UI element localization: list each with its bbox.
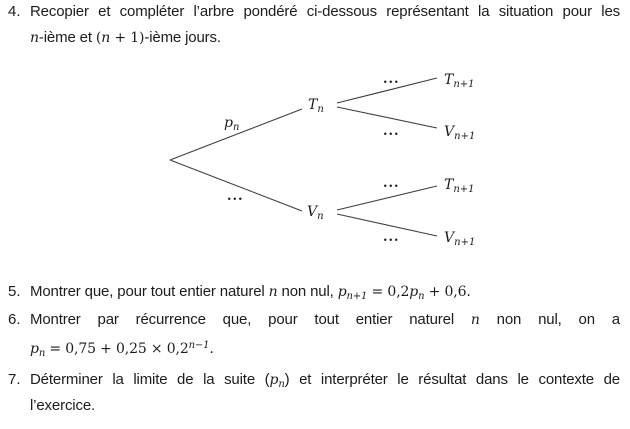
question-text [30, 367, 620, 419]
math-subscript: n+1 [346, 291, 368, 302]
math-segment: n [470, 312, 480, 328]
tree-edge-placeholder-dots: ... [227, 189, 244, 204]
question-text [30, 0, 620, 51]
math-segment: + 1) [110, 30, 145, 46]
tree-edge-placeholder-dots: ... [383, 176, 400, 191]
text-segment: non nul, [277, 283, 338, 300]
tree-node-label: $V_{n+1}$ [444, 124, 476, 142]
text-segment: Recopier et compléter l’arbre pondéré ci-dessous représentant la situation pour les [30, 3, 620, 20]
question-number: 5. [8, 283, 21, 300]
math-segment: n [30, 30, 39, 46]
text-line [30, 307, 620, 333]
question-number: 6. [8, 311, 21, 328]
math-segment: + 0,6. [424, 284, 471, 300]
math-subscript: n [418, 291, 425, 302]
text-line [30, 393, 620, 419]
question-item-5 [8, 279, 620, 305]
tree-node-label: $T_{n+1}$ [444, 177, 475, 195]
text-segment: l’exercice. [30, 397, 96, 414]
text-segment: Déterminer la limite de la suite ( [30, 371, 270, 388]
tree-edge-placeholder-dots: ... [383, 72, 400, 87]
text-line [30, 25, 620, 51]
tree-node-label: $V_n$ [307, 204, 324, 222]
tree-edge-placeholder-dots: ... [383, 230, 400, 245]
math-subscript: n [278, 379, 285, 390]
text-segment: non nul, on a [479, 311, 620, 328]
math-segment: = 0,2 [367, 284, 410, 300]
tree-node-label: $T_{n+1}$ [444, 72, 475, 90]
tree-node-label: $V_{n+1}$ [444, 230, 476, 248]
math-segment: ( [95, 30, 102, 46]
math-superscript: n−1 [188, 340, 210, 351]
text-line [30, 279, 620, 305]
text-line [30, 333, 620, 359]
math-segment: p [409, 284, 419, 300]
math-segment: = 0,75 + 0,25 × 0,2 [45, 341, 189, 357]
question-item-7 [8, 367, 620, 419]
math-subscript: n [38, 348, 46, 359]
math-segment: p [269, 372, 279, 388]
text-line [30, 367, 620, 393]
question-item-4 [8, 0, 620, 51]
text-segment: -ième et [38, 29, 96, 46]
text-segment: ) et interpréter le résultat dans le contexte de [284, 371, 620, 388]
text-line [30, 0, 620, 25]
text-segment: Montrer par récurrence que, pour tout entier naturel [30, 311, 471, 328]
question-text [30, 307, 620, 359]
math-segment: n [268, 284, 278, 300]
text-segment: -ième jours. [144, 29, 221, 46]
tree-edge-placeholder-dots: ... [383, 124, 400, 139]
question-number: 4. [8, 3, 21, 20]
math-segment: p [337, 284, 347, 300]
question-number: 7. [8, 371, 21, 388]
math-segment: n [101, 30, 111, 46]
math-segment: p [30, 341, 39, 357]
text-segment: Montrer que, pour tout entier naturel [30, 283, 269, 300]
tree-node-label: $T_n$ [308, 97, 324, 115]
tree-edge-probability-label: $p_n$ [224, 115, 240, 133]
question-item-6 [8, 307, 620, 359]
question-text [30, 279, 620, 305]
math-segment: . [209, 341, 214, 357]
